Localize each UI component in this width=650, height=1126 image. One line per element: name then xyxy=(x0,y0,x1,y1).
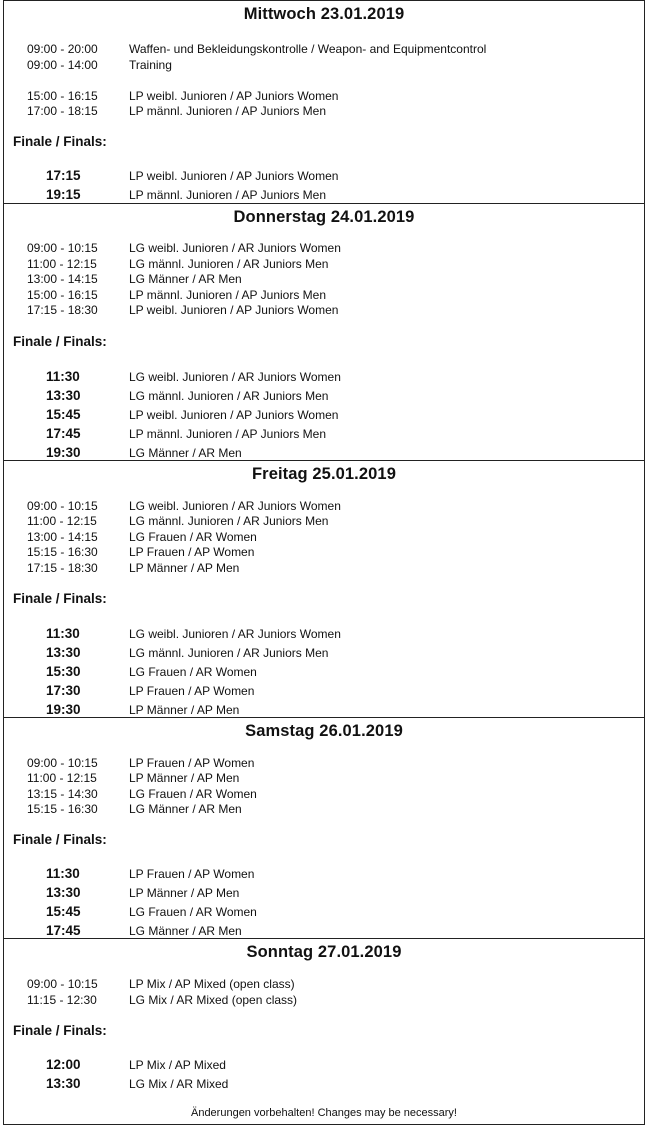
row-desc: Training xyxy=(129,58,172,72)
row-time: 09:00 - 20:00 xyxy=(27,42,98,56)
row-desc: LG weibl. Junioren / AR Juniors Women xyxy=(129,241,341,255)
day-section-sunday xyxy=(4,938,644,1125)
day-section-friday xyxy=(4,460,644,718)
row-desc: LG Männer / AR Men xyxy=(129,802,242,816)
row-time: 09:00 - 10:15 xyxy=(27,977,98,991)
row-desc: LP weibl. Junioren / AP Juniors Women xyxy=(129,303,339,317)
final-time: 17:45 xyxy=(46,923,81,938)
row-time: 15:00 - 16:15 xyxy=(27,288,98,302)
row-time: 13:00 - 14:15 xyxy=(27,530,98,544)
row-desc: LP Frauen / AP Women xyxy=(129,756,255,770)
finals-label: Finale / Finals: xyxy=(13,591,107,606)
final-time: 15:45 xyxy=(46,904,81,919)
day-section-thursday xyxy=(4,203,644,461)
final-desc: LP Frauen / AP Women xyxy=(129,867,255,881)
final-time: 11:30 xyxy=(46,626,80,641)
row-desc: LP männl. Junioren / AP Juniors Men xyxy=(129,104,327,118)
final-time: 13:30 xyxy=(46,388,81,403)
finals-label: Finale / Finals: xyxy=(13,1023,107,1038)
row-desc: LP Mix / AP Mixed (open class) xyxy=(129,977,295,991)
row-desc: LG weibl. Junioren / AR Juniors Women xyxy=(129,499,341,513)
row-time: 17:00 - 18:15 xyxy=(27,104,98,118)
row-time: 15:15 - 16:30 xyxy=(27,802,98,816)
final-desc: LG Frauen / AR Women xyxy=(129,665,257,679)
row-time: 09:00 - 10:15 xyxy=(27,499,98,513)
row-desc: Waffen- und Bekleidungskontrolle / Weapon- and Equipmentcontrol xyxy=(129,42,487,56)
day-section-wednesday xyxy=(4,0,644,204)
final-time: 17:45 xyxy=(46,426,81,441)
final-desc: LP männl. Junioren / AP Juniors Men xyxy=(129,427,327,441)
day-title: Samstag 26.01.2019 xyxy=(245,722,403,740)
final-desc: LG Männer / AR Men xyxy=(129,446,242,460)
row-time: 15:15 - 16:30 xyxy=(27,545,98,559)
day-title: Sonntag 27.01.2019 xyxy=(246,943,402,961)
final-time: 17:15 xyxy=(46,168,81,183)
row-desc: LG Mix / AR Mixed (open class) xyxy=(129,993,298,1007)
finals-label: Finale / Finals: xyxy=(13,334,107,349)
final-desc: LG Männer / AR Men xyxy=(129,924,242,938)
final-time: 11:30 xyxy=(46,866,80,881)
row-desc: LG Frauen / AR Women xyxy=(129,530,257,544)
final-desc: LG Frauen / AR Women xyxy=(129,905,257,919)
final-time: 13:30 xyxy=(46,1076,81,1091)
row-time: 11:00 - 12:15 xyxy=(27,514,97,528)
row-time: 09:00 - 10:15 xyxy=(27,241,98,255)
row-desc: LG männl. Junioren / AR Juniors Men xyxy=(129,514,329,528)
schedule-sheet xyxy=(3,0,645,1125)
row-time: 13:15 - 14:30 xyxy=(27,787,98,801)
final-time: 17:30 xyxy=(46,683,81,698)
final-time: 13:30 xyxy=(46,885,81,900)
final-desc: LG männl. Junioren / AR Juniors Men xyxy=(129,646,329,660)
row-desc: LP Männer / AP Men xyxy=(129,561,240,575)
row-desc: LP männl. Junioren / AP Juniors Men xyxy=(129,288,327,302)
finals-label: Finale / Finals: xyxy=(13,134,107,149)
day-title: Mittwoch 23.01.2019 xyxy=(243,5,405,23)
row-desc: LG Frauen / AR Women xyxy=(129,787,257,801)
row-time: 13:00 - 14:15 xyxy=(27,272,98,286)
row-desc: LG Männer / AR Men xyxy=(129,272,242,286)
row-time: 15:00 - 16:15 xyxy=(27,89,98,103)
day-title: Freitag 25.01.2019 xyxy=(252,465,396,483)
final-time: 15:45 xyxy=(46,407,81,422)
row-time: 11:00 - 12:15 xyxy=(27,257,97,271)
final-desc: LG männl. Junioren / AR Juniors Men xyxy=(129,389,329,403)
row-time: 17:15 - 18:30 xyxy=(27,561,98,575)
final-desc: LG weibl. Junioren / AR Juniors Women xyxy=(129,627,341,641)
final-time: 19:30 xyxy=(46,702,81,717)
finals-label: Finale / Finals: xyxy=(13,832,107,847)
row-time: 17:15 - 18:30 xyxy=(27,303,98,317)
final-time: 19:30 xyxy=(46,445,81,460)
day-title: Donnerstag 24.01.2019 xyxy=(233,208,415,226)
row-time: 11:15 - 12:30 xyxy=(27,993,97,1007)
row-time: 11:00 - 12:15 xyxy=(27,771,97,785)
final-desc: LP weibl. Junioren / AP Juniors Women xyxy=(129,169,339,183)
final-time: 12:00 xyxy=(46,1057,81,1072)
final-desc: LG Mix / AR Mixed xyxy=(129,1077,229,1091)
final-desc: LP männl. Junioren / AP Juniors Men xyxy=(129,188,327,202)
final-time: 13:30 xyxy=(46,645,81,660)
row-time: 09:00 - 10:15 xyxy=(27,756,98,770)
final-desc: LP Frauen / AP Women xyxy=(129,684,255,698)
row-desc: LP Frauen / AP Women xyxy=(129,545,255,559)
row-desc: LP Männer / AP Men xyxy=(129,771,240,785)
final-desc: LP Mix / AP Mixed xyxy=(129,1058,226,1072)
day-section-saturday xyxy=(4,717,644,939)
final-desc: LG weibl. Junioren / AR Juniors Women xyxy=(129,370,341,384)
footer-note: Änderungen vorbehalten! Changes may be necessary! xyxy=(190,1107,457,1119)
final-time: 11:30 xyxy=(46,369,80,384)
row-desc: LG männl. Junioren / AR Juniors Men xyxy=(129,257,329,271)
final-desc: LP weibl. Junioren / AP Juniors Women xyxy=(129,408,339,422)
final-time: 19:15 xyxy=(46,187,81,202)
final-desc: LP Männer / AP Men xyxy=(129,703,240,717)
row-time: 09:00 - 14:00 xyxy=(27,58,98,72)
row-desc: LP weibl. Junioren / AP Juniors Women xyxy=(129,89,339,103)
final-desc: LP Männer / AP Men xyxy=(129,886,240,900)
final-time: 15:30 xyxy=(46,664,81,679)
